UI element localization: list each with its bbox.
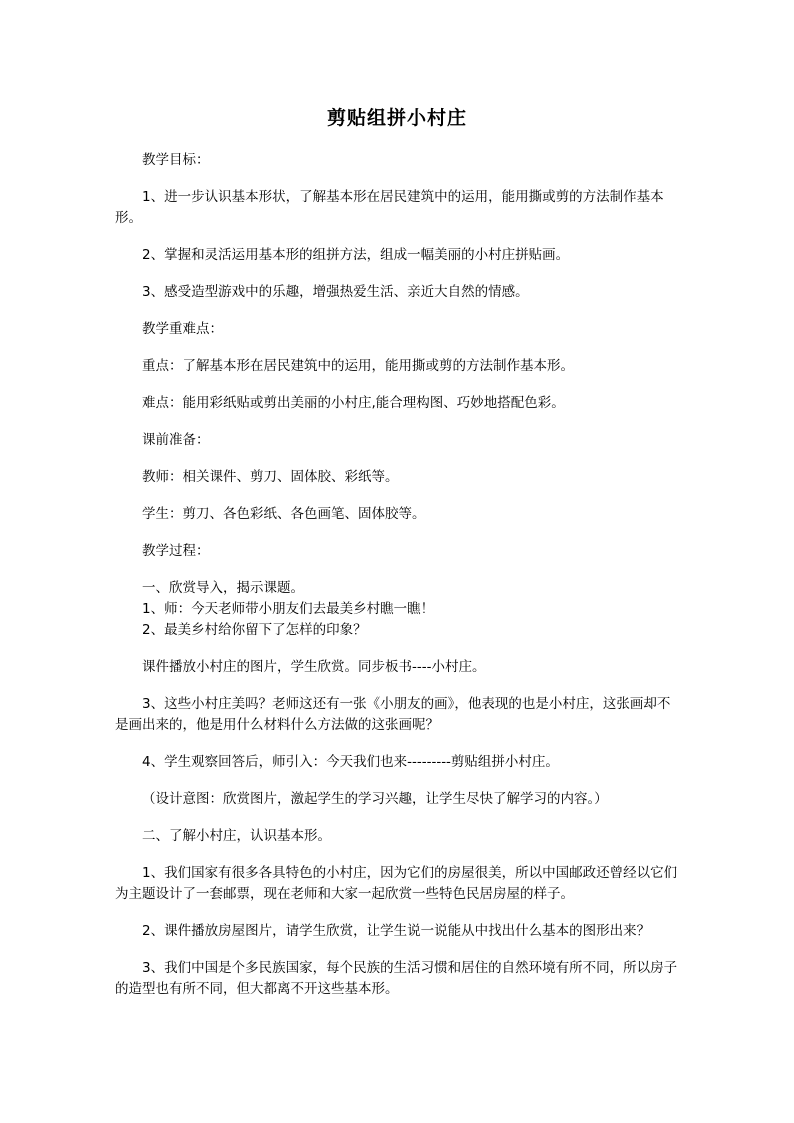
document-body xyxy=(115,150,680,1016)
key-point: 重点：了解基本形在居民建筑中的运用，能用撕或剪的方法制作基本形。 xyxy=(142,358,574,374)
difficult-point: 难点：能用彩纸贴或剪出美丽的小村庄,能合理构图、巧妙地搭配色彩。 xyxy=(142,395,565,411)
process-step: 3、这些小村庄美吗？老师这还有一张《小朋友的画》，他表现的也是小村庄，这张画却不是画出来的，他是用什么材料什么方法做的这张画呢？ xyxy=(115,696,671,733)
section-heading-process: 教学过程： xyxy=(142,543,210,559)
document-title: 剪贴组拼小村庄 xyxy=(326,107,467,129)
section-heading-key-points: 教学重难点： xyxy=(142,321,223,337)
goal-1: 1、进一步认识基本形状，了解基本形在居民建筑中的运用，能用撕或剪的方法制作基本形。 xyxy=(115,189,664,226)
process-step: 3、我们中国是个多民族国家，每个民族的生活习惯和居住的自然环境有所不同，所以房子的造型也有所不同，但大都离不开这些基本形。 xyxy=(115,960,678,997)
process-step: 1、我们国家有很多各具特色的小村庄，因为它们的房屋很美，所以中国邮政还曾经以它们为主题设计了一套邮票，现在老师和大家一起欣赏一些特色民居房屋的样子。 xyxy=(115,865,678,902)
process-step: 4、学生观察回答后，师引入：今天我们也来---------剪贴组拼小村庄。 xyxy=(142,754,559,770)
section-heading-goals: 教学目标： xyxy=(142,152,210,168)
process-step: 课件播放小村庄的图片，学生欣赏。同步板书----小村庄。 xyxy=(142,659,486,675)
goal-3: 3、感受造型游戏中的乐趣，增强热爱生活、亲近大自然的情感。 xyxy=(142,284,529,300)
teacher-preparation: 教师：相关课件、剪刀、固体胶、彩纸等。 xyxy=(142,469,399,485)
process-step: 2、最美乡村给你留下了怎样的印象？ xyxy=(142,622,367,638)
student-preparation: 学生：剪刀、各色彩纸、各色画笔、固体胶等。 xyxy=(142,506,426,522)
process-step: 2、课件播放房屋图片，请学生欣赏，让学生说一说能从中找出什么基本的图形出来？ xyxy=(142,923,651,939)
section-heading-preparation: 课前准备： xyxy=(142,432,210,448)
process-part-1-heading: 一、欣赏导入，揭示课题。 xyxy=(142,580,304,596)
process-step: 1、师：今天老师带小朋友们去最美乡村瞧一瞧！ xyxy=(142,601,435,617)
design-intent-note: （设计意图：欣赏图片，激起学生的学习兴趣，让学生尽快了解学习的内容。） xyxy=(142,791,608,807)
process-part-2-heading: 二、了解小村庄，认识基本形。 xyxy=(142,828,331,844)
goal-2: 2、掌握和灵活运用基本形的组拼方法，组成一幅美丽的小村庄拼贴画。 xyxy=(142,247,570,263)
